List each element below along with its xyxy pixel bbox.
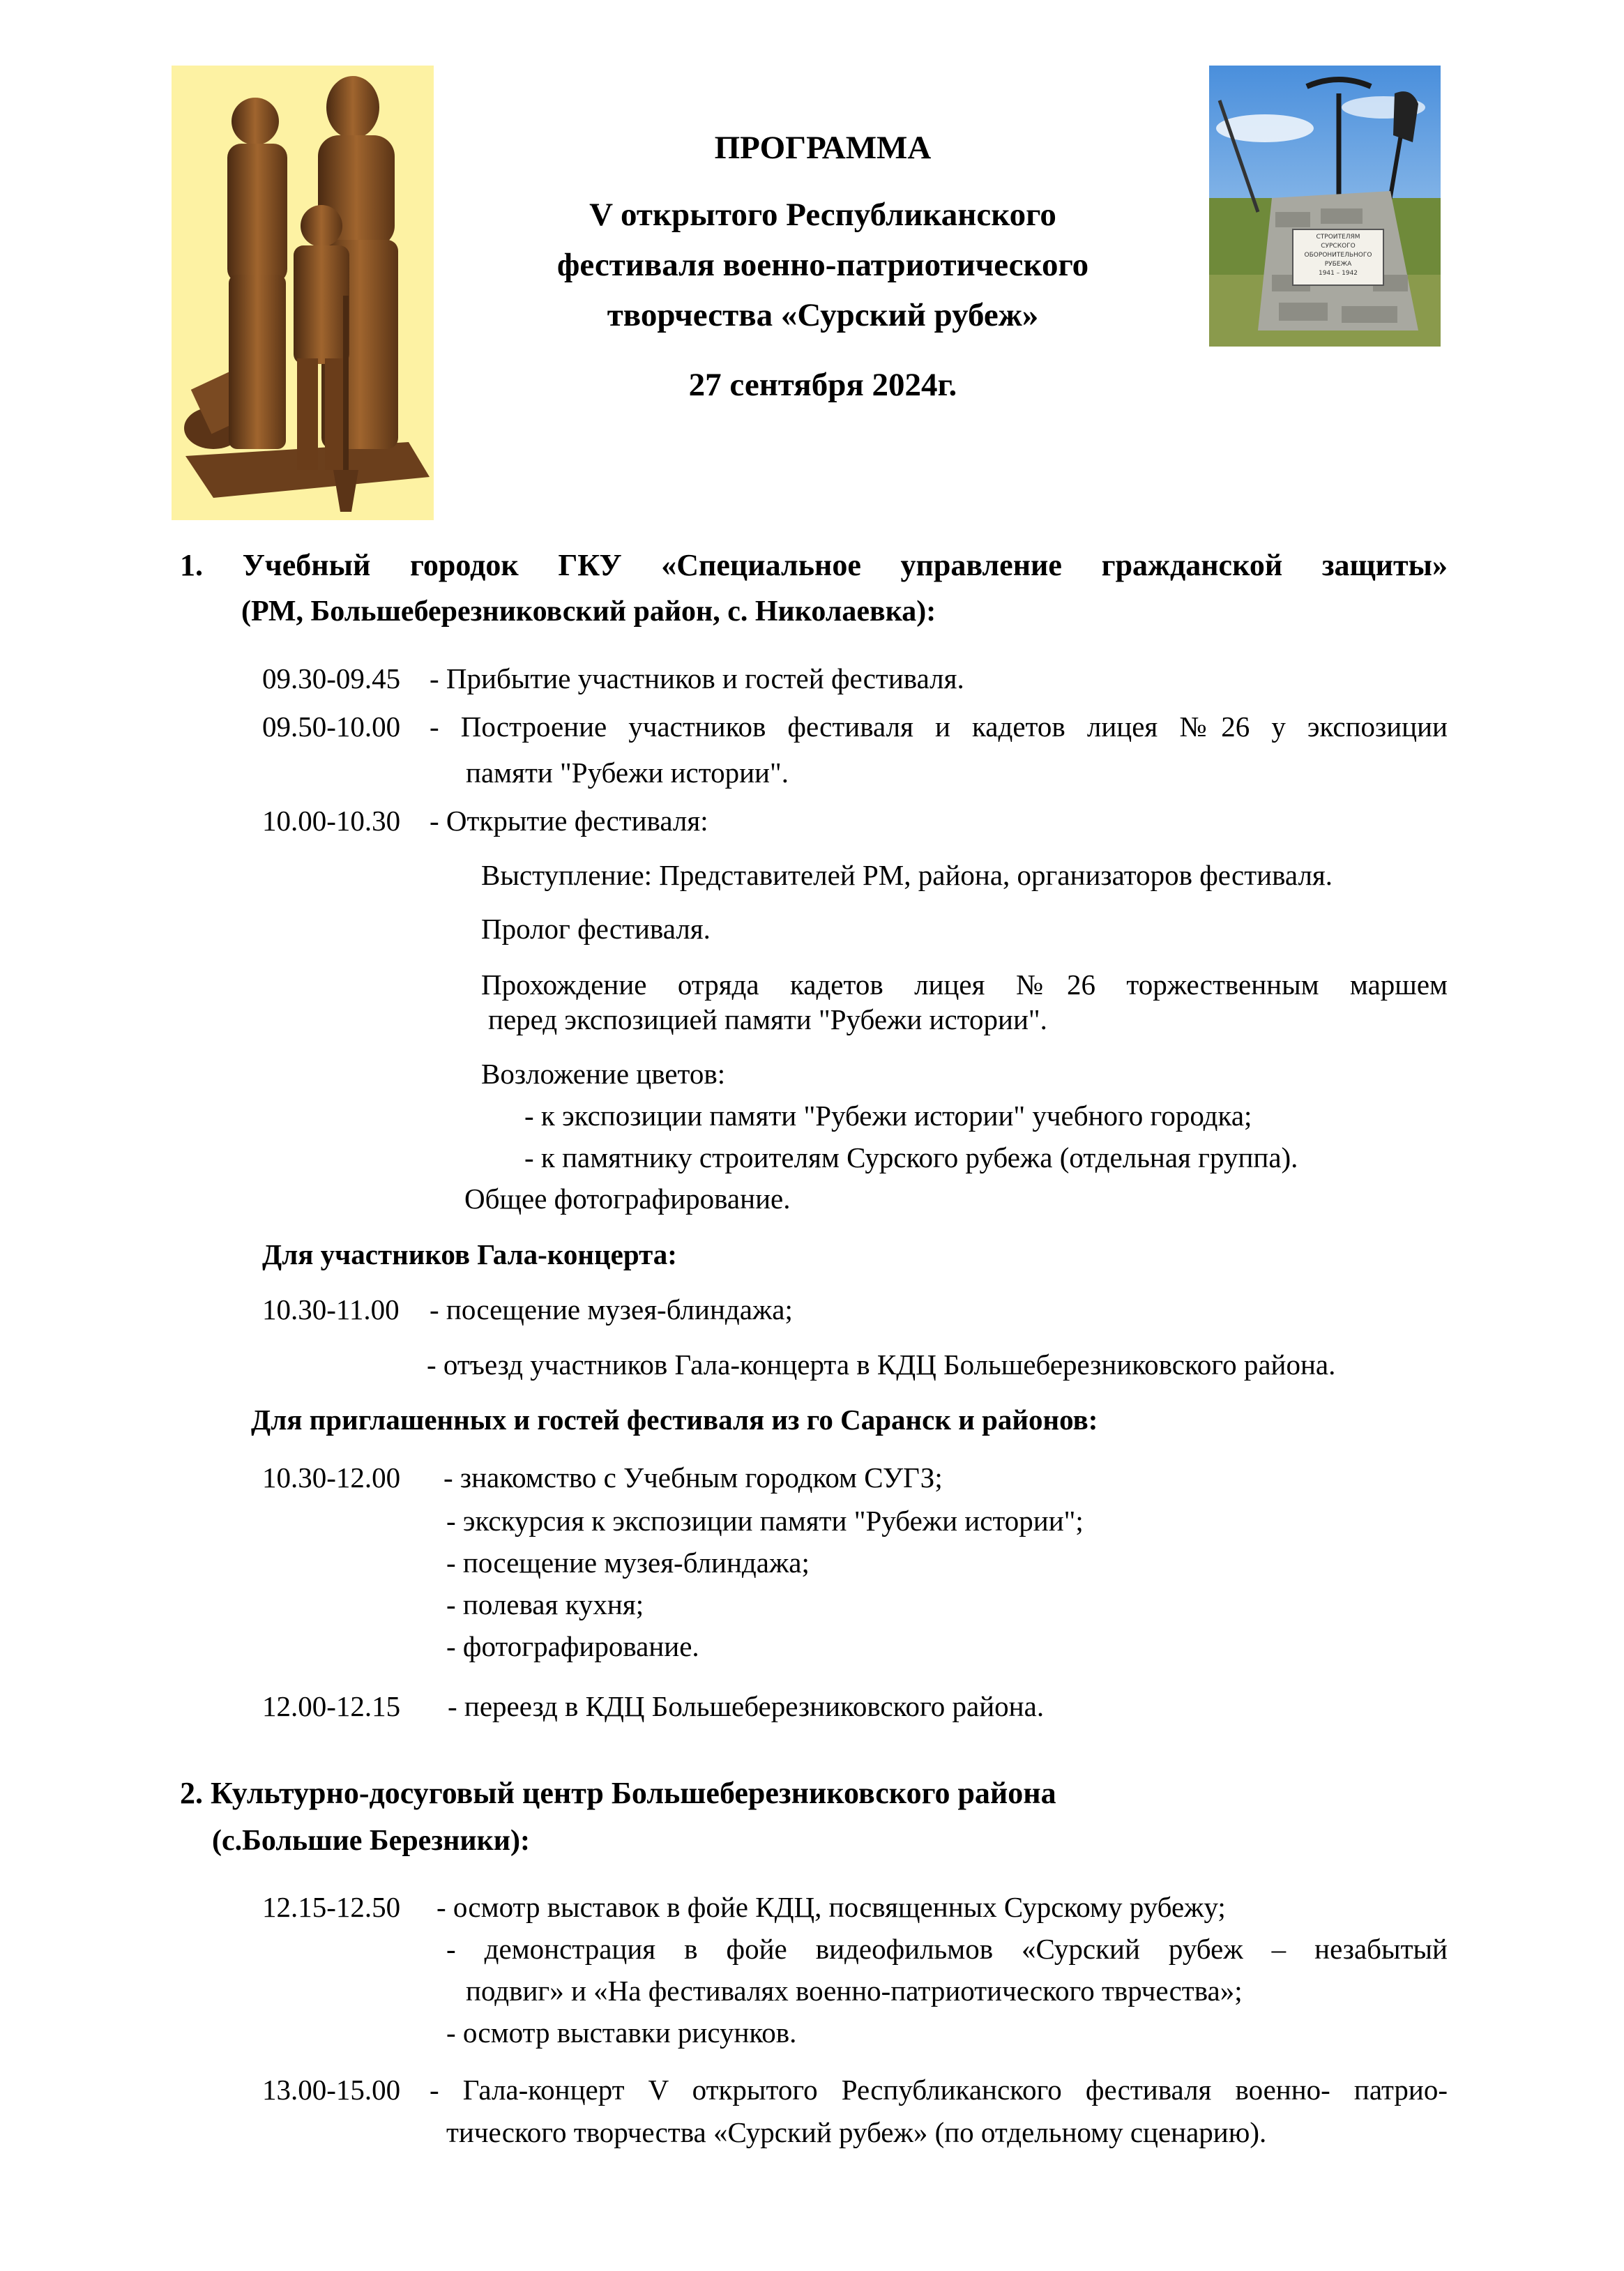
row-text-continued: памяти "Рубежи истории". — [466, 757, 789, 789]
guests-item: - фотографирование. — [446, 1630, 699, 1662]
row-time: 10.30-12.00 — [262, 1461, 401, 1494]
gala-heading: Для участников Гала-концерта: — [262, 1238, 677, 1270]
opening-prologue: Пролог фестиваля. — [481, 913, 711, 945]
row-time: 09.30-09.45 — [262, 662, 401, 694]
row-text-continued: тического творчества «Сурский рубеж» (по отдельному сценарию). — [446, 2116, 1267, 2148]
subtitle-line-2: фестиваля военно-патриотического — [556, 247, 1089, 283]
section-1-heading: 1. Учебный городок ГКУ «Специальное управление гражданской защиты» — [180, 548, 1448, 582]
guests-item: - посещение музея-блиндажа; — [446, 1547, 810, 1579]
opening-flowers: Возложение цветов: — [481, 1058, 726, 1090]
subtitle-line-3: творчества «Сурский рубеж» — [607, 297, 1039, 333]
opening-photo: Общее фотографирование. — [464, 1183, 791, 1215]
row-text: - Прибытие участников и гостей фестиваля. — [430, 662, 964, 694]
row-text: - Открытие фестиваля: — [430, 805, 708, 837]
opening-march-continued: перед экспозицией памяти "Рубежи истории". — [488, 1003, 1047, 1035]
opening-speech: Выступление: Представителей РМ, района, организаторов фестиваля. — [481, 859, 1333, 891]
guests-heading: Для приглашенных и гостей фестиваля из го Саранск и районов: — [251, 1404, 1098, 1436]
row-time: 12.15-12.50 — [262, 1891, 401, 1923]
flowers-item: - к памятнику строителям Сурского рубежа (отдельная группа). — [524, 1141, 1298, 1174]
row-time: 10.30-11.00 — [262, 1293, 400, 1326]
section-2-heading: 2. Культурно-досуговый центр Большеберезниковского района — [180, 1776, 1056, 1810]
row-text: - осмотр выставок в фойе КДЦ, посвященных Сурскому рубежу; — [437, 1891, 1226, 1923]
guests-item: - экскурсия к экспозиции памяти "Рубежи истории"; — [446, 1505, 1084, 1537]
section-2-subheading: (с.Большие Березники): — [212, 1825, 530, 1857]
row-time: 12.00-12.15 — [262, 1690, 401, 1722]
opening-march: Прохождение отряда кадетов лицея №26 торжественным маршем — [481, 969, 1448, 1001]
stone-monument-image — [1209, 66, 1441, 347]
row-text-continued: - отъезд участников Гала-концерта в КДЦ Большеберезниковского района. — [427, 1349, 1336, 1381]
row-time: 10.00-10.30 — [262, 805, 401, 837]
row-text: - Построение участников фестиваля и кадетов лицея №26 у экспозиции — [430, 711, 1448, 743]
demo-line-continued: подвиг» и «На фестивалях военно-патриотического тврчества»; — [466, 1975, 1243, 2007]
row-time: 09.50-10.00 — [262, 711, 401, 743]
plaque-text: СТРОИТЕЛЯМ СУРСКОГО ОБОРОНИТЕЛЬНОГО РУБЕЖА 1941 – 1942 — [1304, 234, 1372, 277]
event-date: 27 сентября 2024г. — [688, 367, 957, 403]
subtitle-line-1: V открытого Республиканского — [589, 197, 1056, 233]
row-text: - посещение музея-блиндажа; — [430, 1293, 793, 1326]
bronze-family-statue-image — [172, 66, 434, 520]
row-text: - Гала-концерт V открытого Республиканского фестиваля военно- патрио- — [430, 2074, 1448, 2106]
guests-item: - полевая кухня; — [446, 1588, 644, 1620]
flowers-item: - к экспозиции памяти "Рубежи истории" учебного городка; — [524, 1100, 1252, 1132]
row-text: - переезд в КДЦ Большеберезниковского района. — [448, 1690, 1045, 1722]
row-text: - знакомство с Учебным городком СУГЗ; — [443, 1461, 943, 1494]
section-1-subheading: (РМ, Большеберезниковский район, с. Николаевка): — [241, 595, 936, 628]
row-time: 13.00-15.00 — [262, 2074, 401, 2106]
page-title: ПРОГРАММА — [714, 130, 932, 166]
demo-line: - демонстрация в фойе видеофильмов «Сурский рубеж – незабытый — [446, 1933, 1448, 1965]
drawings-line: - осмотр выставки рисунков. — [446, 2016, 797, 2049]
